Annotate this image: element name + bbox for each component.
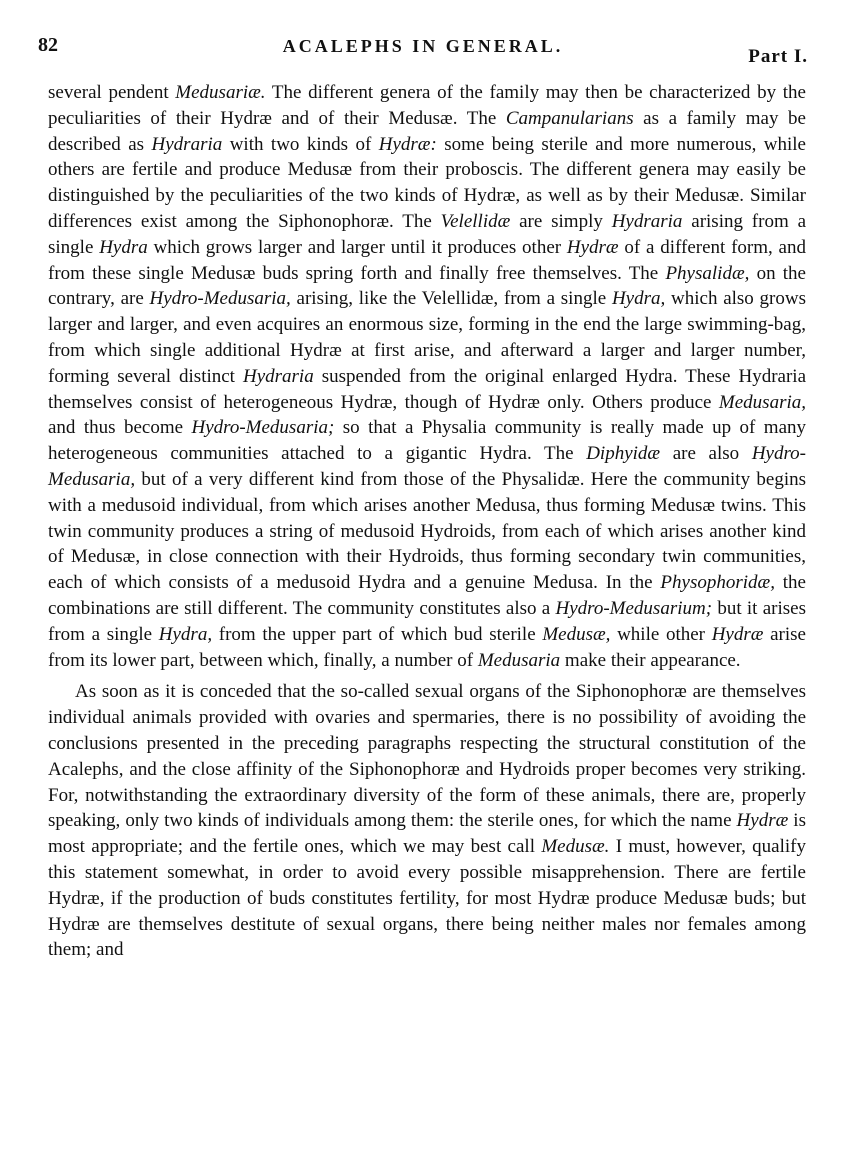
italic-term: Physalidæ,: [665, 262, 750, 284]
text-run: suspended from the original enlarged Hydra. These Hydraria themselves consist of heterogeneous Hydræ, though of Hydræ only. Others produce: [48, 365, 806, 413]
italic-term: Hydra,: [158, 623, 213, 645]
italic-term: Hydræ: [711, 623, 764, 645]
text-run: from the upper part of which bud sterile: [212, 623, 543, 645]
text-run: arise from its lower part, between which, finally, a number of: [48, 623, 806, 671]
italic-term: Velellidæ: [440, 210, 511, 232]
text-run: several pendent: [48, 82, 176, 103]
italic-term: Medusaria: [477, 649, 561, 671]
italic-term: Hydraria: [611, 210, 683, 232]
text-run: some being sterile and more numerous, while others are fertile and produce Medusæ from their proboscis. The different genera may easily be distinguished by the peculiarities of the two kinds of Hydræ, as well as by their Medusæ. Similar differences exist among the Siphonophoræ. The: [48, 133, 806, 232]
italic-term: Hydro-Medusaria,: [149, 288, 291, 310]
italic-term: Medusaria,: [718, 391, 806, 413]
italic-term: Hydro-Medusarium;: [555, 597, 713, 619]
text-run: The different genera of the family may then be characterized by the peculiarities of their Hydræ and of their Medusæ. The: [48, 82, 806, 129]
text-run: but of a very different kind from those of the Physalidæ. Here the community begins with a medusoid individual, from which arises another Medusa, thus forming Medusæ twins. This twin community produces a string of medusoid Hydroids, from each of which arises another kind of Medusæ, in close connection with their Hydroids, thus forming secondary twin communities, each of which consists of a medusoid Hydra and a genuine Medusa. In the: [48, 468, 806, 594]
italic-term: Hydræ: [566, 236, 619, 258]
text-run: of a different form, and from these single Medusæ buds spring forth and finally free themselves. The: [48, 236, 806, 284]
text-run: As soon as it is conceded that the so-called sexual organs of the Siphonophoræ are themselves individual animals provided with ovaries and spermaries, there is no possibility of avoiding the conclusions presented in the preceding paragraphs respecting the structural constitution of the Acalephs, and the close affinity of the Siphonophoræ and Hydroids proper becomes very striking. For, notwithstanding the extraordinary diversity of the form of these animals, there are, properly speaking, only two kinds of individuals among them: the sterile ones, for which the name: [48, 681, 806, 832]
italic-term: Medusæ.: [541, 836, 610, 858]
text-run: arising from a single: [48, 210, 806, 258]
italic-term: Hydro-Medusaria,: [48, 443, 806, 490]
body-text: [48, 80, 806, 963]
text-run: I must, however, qualify this statement somewhat, in order to avoid every possible misapprehension. There are fertile Hydræ, if the production of buds constitutes fertility, for most Hydræ produce Medusæ buds; but Hydræ are themselves destitute of sexual organs, there being neither males nor females among them; and: [48, 836, 806, 961]
text-run: as a family may be described as: [48, 107, 806, 155]
italic-term: Medusariæ.: [175, 82, 266, 103]
paragraph: [48, 679, 806, 963]
page-number: 82: [38, 34, 58, 56]
italic-term: Medusæ,: [542, 623, 611, 645]
text-run: the combinations are still different. The community constitutes also a: [48, 572, 806, 619]
text-run: so that a Physalia community is really made up of many heterogeneous communities attached to a gigantic Hydra. The: [48, 417, 806, 465]
paragraph: [48, 80, 806, 673]
italic-term: Hydra,: [611, 288, 666, 310]
italic-term: Hydraria: [242, 365, 314, 387]
text-run: is most appropriate; and the fertile ones, which we may best call: [48, 810, 806, 858]
italic-term: Hydra: [99, 236, 148, 258]
text-run: are also: [660, 443, 752, 465]
text-run: arising, like the Velellidæ, from a single: [290, 288, 612, 310]
italic-term: Hydræ:: [378, 133, 437, 155]
italic-term: Campanularians: [505, 107, 634, 129]
text-run: and thus become: [48, 417, 192, 439]
italic-term: Physophoridæ,: [660, 572, 775, 594]
italic-term: Hydro-Medusaria;: [191, 417, 335, 439]
page-header: [38, 34, 808, 67]
text-run: make their appearance.: [560, 649, 741, 671]
text-run: but it arises from a single: [48, 597, 806, 645]
running-title: ACALEPHS IN GENERAL.: [282, 36, 564, 56]
text-run: with two kinds of: [222, 133, 379, 155]
text-run: while other: [610, 623, 712, 645]
italic-term: Diphyidæ: [586, 443, 661, 465]
text-run: which grows larger and larger until it produces other: [147, 236, 567, 258]
text-run: are simply: [510, 210, 612, 232]
text-run: on the contrary, are: [48, 262, 806, 310]
part-label: Part I.: [748, 46, 808, 67]
italic-term: Hydræ: [736, 810, 789, 832]
text-run: which also grows larger and larger, and even acquires an enormous size, forming in the end the large swimming-bag, from which single additional Hydræ at first arise, and afterward a larger and larger number, forming several distinct: [48, 288, 807, 387]
italic-term: Hydraria: [151, 133, 223, 155]
